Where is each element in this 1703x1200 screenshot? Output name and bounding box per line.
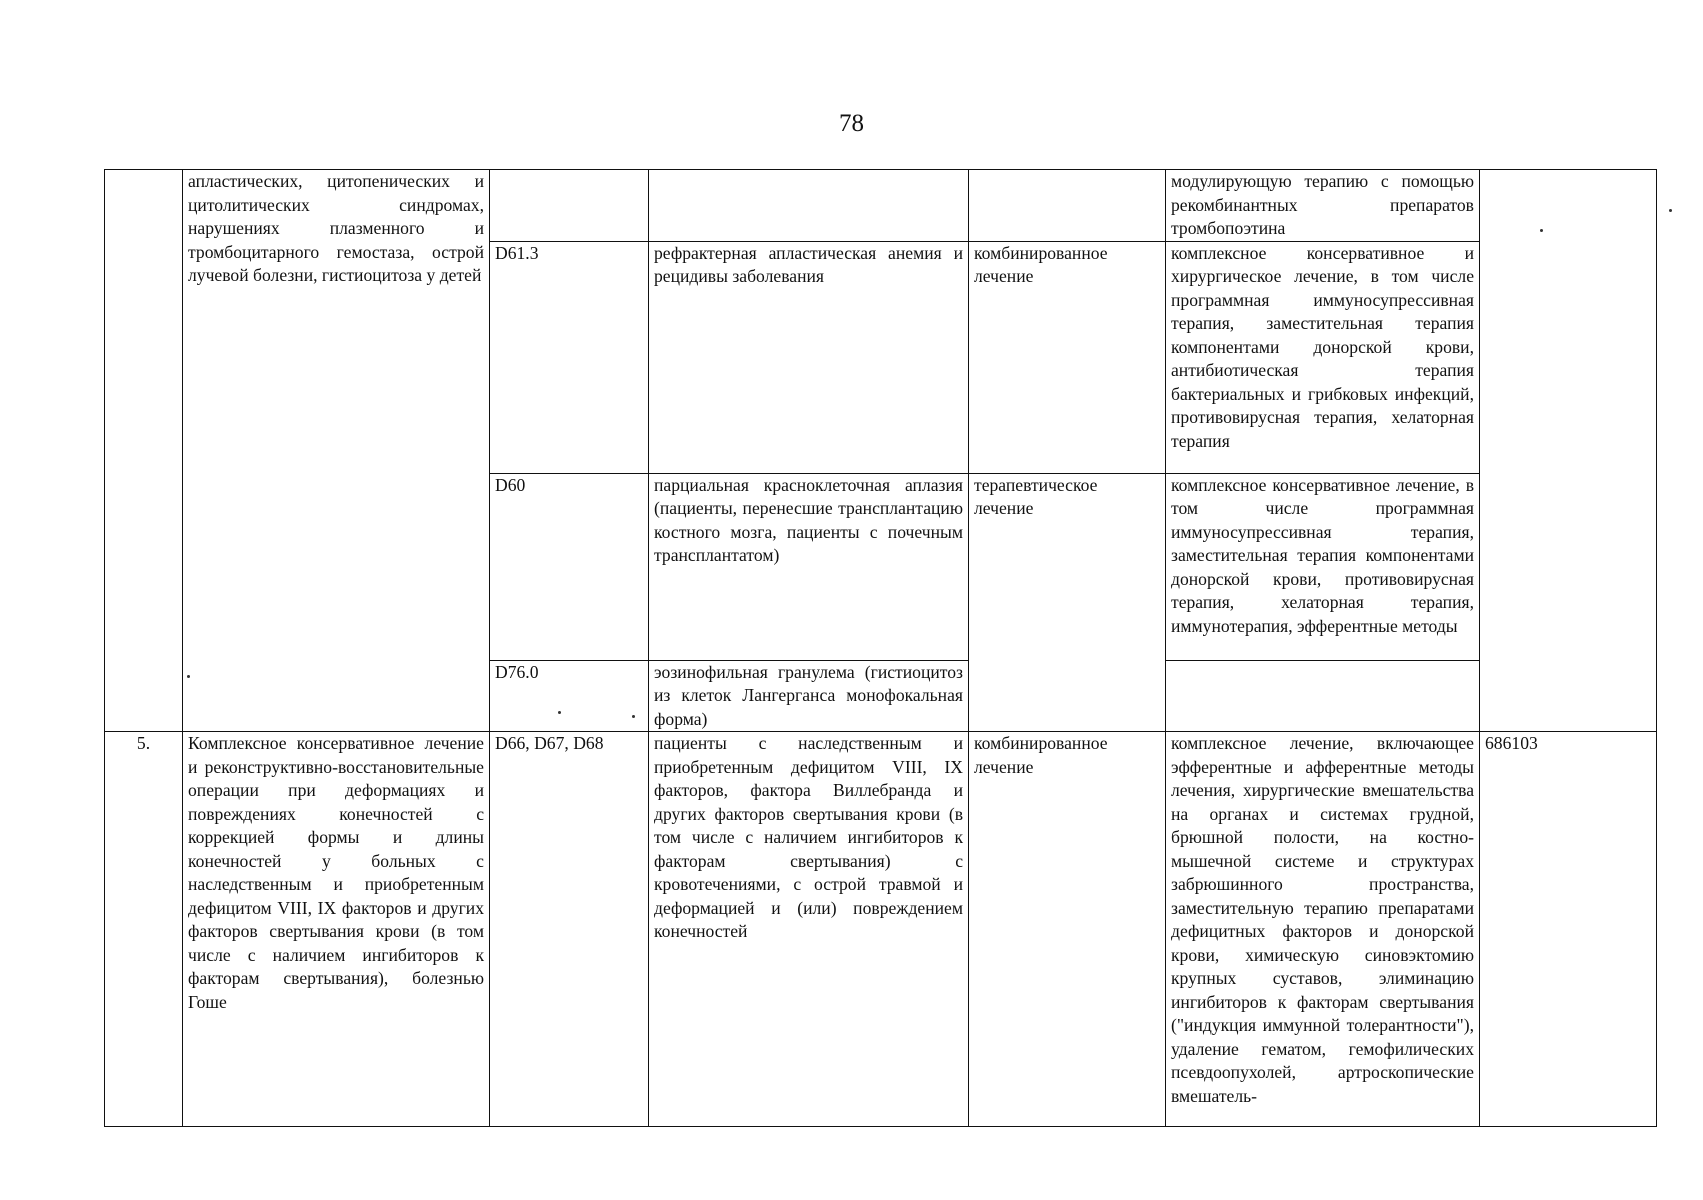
treatment-method-cell: комплексное лечение, включающее эфферентные и афферентные методы лечения, хирургические вмешательства на органах и системах грудной, брюшной полости, на костно-мышечной системе и структурах забрюшинного пространства, заместительную терапию препаратами дефицитных факторов и донорской крови, химическую синовэктомию крупных суставов, элиминацию ингибиторов к факторам свертывания ("индукция иммунной толерантности"), удаление гематом, гемофилических псевдоопухолей, артроскопические вмешатель- xyxy=(1166,732,1480,1127)
table-row xyxy=(105,732,1657,1127)
code-cell: D61.3 xyxy=(490,241,649,473)
row-number-cell xyxy=(105,170,183,732)
scan-speck xyxy=(632,715,635,718)
patient-model-cell: пациенты с наследственным и приобретенным дефицитом VIII, IX факторов, фактора Виллебранда и других факторов свертывания крови (в том числе с наличием ингибиторов к факторам свертывания) с кровотечениями, с острой травмой и деформацией и (или) повреждением конечностей xyxy=(649,732,969,1127)
row-number-cell: 5. xyxy=(105,732,183,1127)
cost-cell: 686103 xyxy=(1480,732,1657,1127)
code-cell: D60 xyxy=(490,473,649,660)
diagnosis-cell: апластических, цитопенических и цитолитических синдромах, нарушениях плазменного и тромбоцитарного гемостаза, острой лучевой болезни, гистиоцитоза у детей xyxy=(183,170,490,732)
treatment-method-cell: комплексное консервативное лечение, в том числе программная иммуносупрессивная терапия, заместительная терапия компонентами донорской крови, противовирусная терапия, хелаторная терапия, иммунотерапия, эфферентные методы xyxy=(1166,473,1480,660)
code-cell: D66, D67, D68 xyxy=(490,732,649,1127)
treatment-method-cell xyxy=(1166,660,1480,732)
patient-model-cell: эозинофильная гранулема (гистиоцитоз из клеток Лангерганса монофокальная форма) xyxy=(649,660,969,732)
treatment-method-cell: комплексное консервативное и хирургическое лечение, в том числе программная иммуносупрессивная терапия, заместительная терапия компонентами донорской крови, антибиотическая терапия бактериальных и грибковых инфекций, противовирусная терапия, хелаторная терапия xyxy=(1166,241,1480,473)
treatment-type-cell xyxy=(969,170,1166,242)
treatment-method-cell: модулирующую терапию с помощью рекомбинантных препаратов тромбопоэтина xyxy=(1166,170,1480,242)
code-cell xyxy=(490,170,649,242)
patient-model-cell xyxy=(649,170,969,242)
table-row xyxy=(105,170,1657,242)
cost-cell xyxy=(1480,170,1657,732)
treatment-type-cell: терапевтическое лечение xyxy=(969,473,1166,732)
scan-speck xyxy=(558,711,561,714)
scan-speck xyxy=(187,675,190,678)
patient-model-cell: рефрактерная апластическая анемия и рецидивы заболевания xyxy=(649,241,969,473)
diagnosis-cell: Комплексное консервативное лечение и реконструктивно-восстановительные операции при деформациях и повреждениях конечностей с коррекцией формы и длины конечностей у больных с наследственным и приобретенным дефицитом VIII, IX факторов и других факторов свертывания крови (в том числе с наличием ингибиторов к факторам свертывания), болезнью Гоше xyxy=(183,732,490,1127)
page-number: 78 xyxy=(839,110,864,137)
treatment-type-cell: комбинированное лечение xyxy=(969,241,1166,473)
code-cell: D76.0 xyxy=(490,660,649,732)
patient-model-cell: парциальная красноклеточная аплазия (пациенты, перенесшие трансплантацию костного мозга, пациенты с почечным трансплантатом) xyxy=(649,473,969,660)
treatment-type-cell: комбинированное лечение xyxy=(969,732,1166,1127)
scan-speck xyxy=(1540,229,1543,232)
scan-speck xyxy=(1669,209,1672,212)
medical-care-table xyxy=(104,169,1657,1127)
